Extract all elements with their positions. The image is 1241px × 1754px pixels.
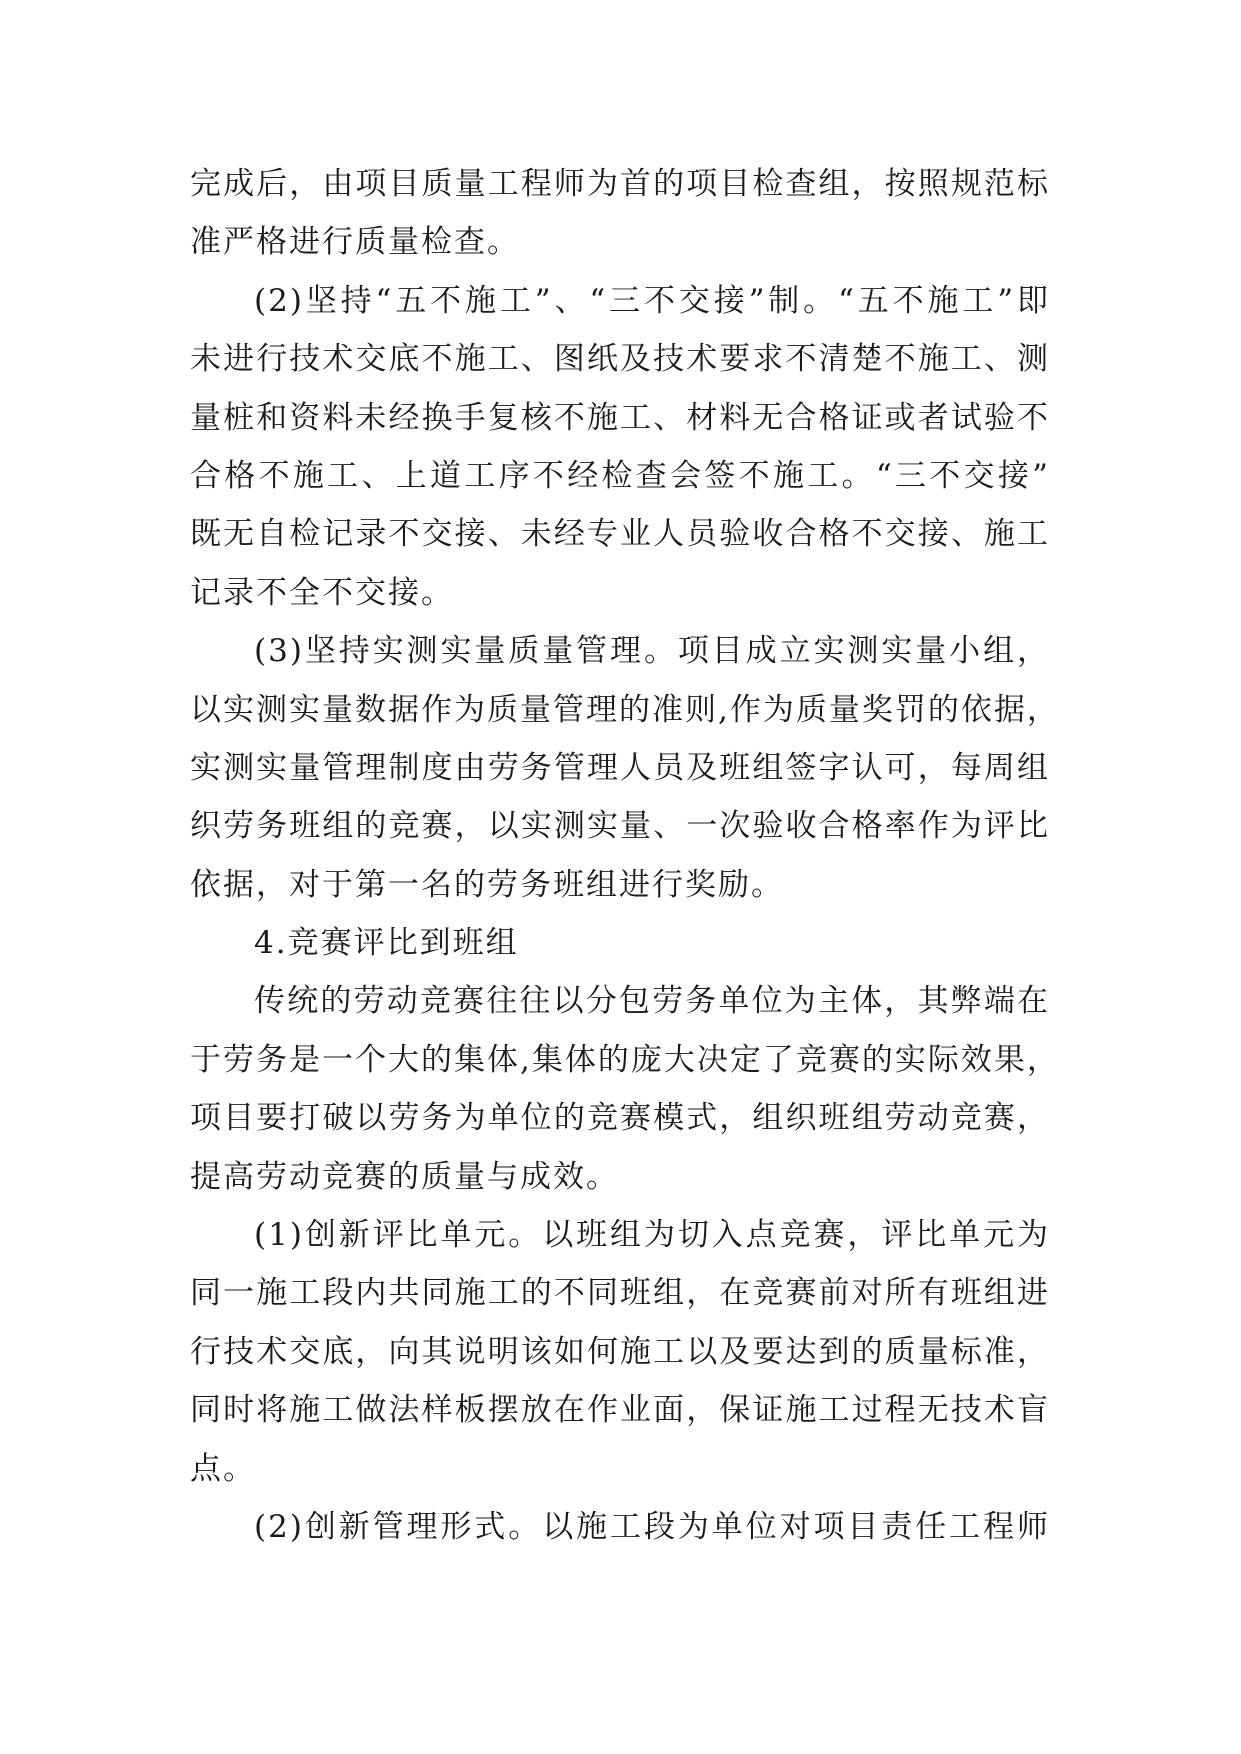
text-line: 合格不施工、上道工序不经检查会签不施工。“三不交接”	[190, 457, 1050, 494]
text-line: 量桩和资料未经换手复核不施工、材料无合格证或者试验不	[190, 399, 1050, 436]
text-line: 实测实量管理制度由劳务管理人员及班组签字认可，每周组	[190, 749, 1050, 786]
text-line: (1)创新评比单元。以班组为切入点竞赛，评比单元为	[254, 1217, 1050, 1254]
text-line: 以实测实量数据作为质量管理的准则,作为质量奖罚的依据，	[190, 691, 1060, 728]
text-line: 织劳务班组的竞赛，以实测实量、一次验收合格率作为评比	[190, 808, 1050, 845]
text-line: 依据，对于第一名的劳务班组进行奖励。	[190, 866, 784, 903]
text-line: 点。	[190, 1450, 256, 1487]
text-line: 准严格进行质量检查。	[190, 224, 520, 261]
text-line: 提高劳动竞赛的质量与成效。	[190, 1158, 619, 1195]
text-line: 既无自检记录不交接、未经专业人员验收合格不交接、施工	[190, 516, 1050, 553]
text-line: 完成后，由项目质量工程师为首的项目检查组，按照规范标	[190, 166, 1050, 202]
text-line: 4.竞赛评比到班组	[254, 925, 519, 962]
text-line: 行技术交底，向其说明该如何施工以及要达到的质量标准，	[190, 1333, 1050, 1370]
text-line: 项目要打破以劳务为单位的竞赛模式，组织班组劳动竞赛，	[190, 1100, 1050, 1137]
text-line: 传统的劳动竞赛往往以分包劳务单位为主体，其弊端在	[254, 983, 1050, 1020]
text-line: 未进行技术交底不施工、图纸及技术要求不清楚不施工、测	[190, 341, 1050, 378]
text-line: (3)坚持实测实量质量管理。项目成立实测实量小组，	[254, 633, 1050, 670]
text-line: 同时将施工做法样板摆放在作业面，保证施工过程无技术盲	[190, 1392, 1050, 1429]
text-line: (2)创新管理形式。以施工段为单位对项目责任工程师	[254, 1508, 1050, 1545]
text-line: 记录不全不交接。	[190, 574, 454, 611]
text-line: 于劳务是一个大的集体,集体的庞大决定了竞赛的实际效果，	[190, 1041, 1060, 1078]
text-line: 同一施工段内共同施工的不同班组，在竞赛前对所有班组进	[190, 1275, 1050, 1312]
document-body	[190, 155, 1060, 1556]
text-line: (2)坚持“五不施工”、“三不交接”制。“五不施工”即	[254, 282, 1050, 319]
